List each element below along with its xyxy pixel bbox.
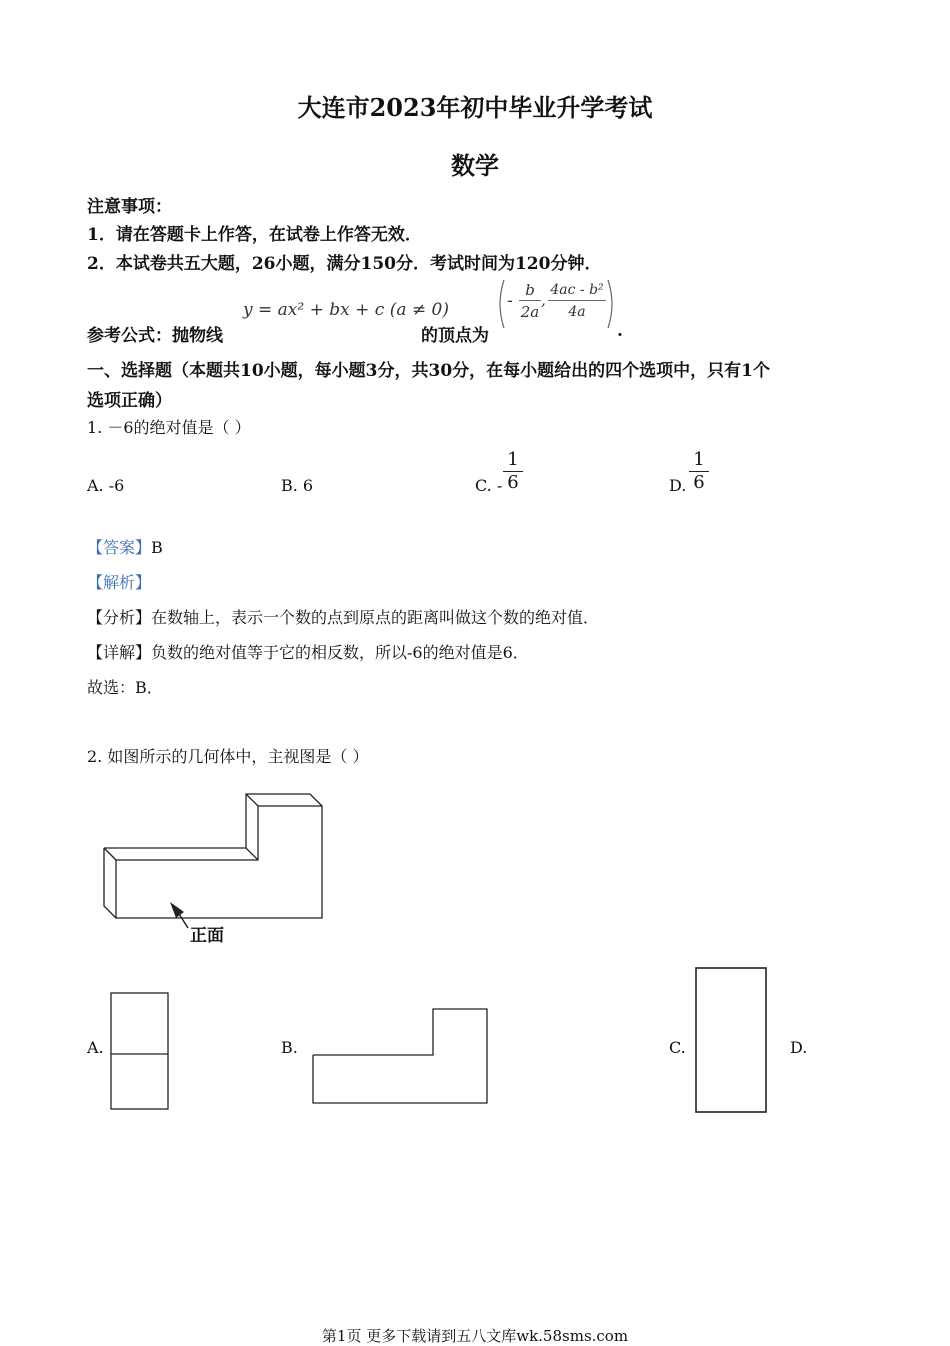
detail-text: 负数的绝对值等于它的相反数，所以-6的绝对值是6． bbox=[151, 643, 529, 662]
q1-option-d: D. bbox=[669, 476, 687, 495]
q1-answer bbox=[87, 535, 163, 558]
vertex-y-fraction bbox=[548, 280, 606, 323]
q2-option-a: A. bbox=[87, 1038, 104, 1057]
q2-option-b: B. bbox=[281, 1038, 298, 1057]
q1-option-b: B. 6 bbox=[281, 476, 314, 495]
subject-title: 数学 bbox=[451, 151, 499, 180]
q2-option-b-figure bbox=[312, 1008, 490, 1106]
q1-option-c: C. - bbox=[475, 476, 503, 495]
vertex-numerator: 4ac - b² bbox=[550, 282, 604, 298]
formula-suffix: . bbox=[617, 321, 623, 341]
page-footer: 第1页 更多下载请到五八文库wk.58sms.com bbox=[321, 1327, 629, 1345]
q1-option-d-num: 1 bbox=[693, 449, 705, 470]
notes-heading: 注意事项： bbox=[87, 197, 172, 217]
front-label: 正面 bbox=[190, 926, 224, 946]
vertex-2a: 2a bbox=[520, 303, 540, 321]
notes-item-2: 2．本试卷共五大题，26小题，满分150分．考试时间为120分钟． bbox=[87, 254, 602, 274]
q2-option-c-figure bbox=[694, 966, 768, 1114]
parabola-formula: y = ax² + bx + c (a ≠ 0) bbox=[243, 300, 449, 320]
vertex-4a: 4a bbox=[568, 304, 586, 320]
q2-option-c: C. bbox=[669, 1038, 686, 1057]
q1-detail bbox=[87, 640, 529, 663]
q1-option-c-den: 6 bbox=[507, 472, 519, 493]
analysis-tag: 【解析】 bbox=[87, 573, 152, 592]
vertex-sign: - bbox=[507, 291, 513, 311]
answer-value: B bbox=[151, 538, 163, 557]
q2-option-a-figure bbox=[110, 992, 170, 1112]
fenxi-tag: 【分析】 bbox=[87, 608, 152, 627]
formula-prefix: 参考公式：抛物线 bbox=[87, 326, 223, 346]
detail-tag: 【详解】 bbox=[87, 643, 152, 662]
page-title: 大连市2023年初中毕业升学考试 bbox=[297, 93, 653, 122]
notes-item-1: 1．请在答题卡上作答，在试卷上作答无效． bbox=[87, 225, 422, 245]
vertex-x-fraction bbox=[519, 280, 541, 323]
q2-stem: 2. 如图所示的几何体中，主视图是（ ） bbox=[87, 747, 369, 766]
q1-option-c-num: 1 bbox=[507, 449, 519, 470]
q2-option-d: D. bbox=[790, 1038, 808, 1057]
section-heading-line1: 一、选择题（本题共10小题，每小题3分，共30分，在每小题给出的四个选项中，只有1个 bbox=[87, 361, 770, 381]
q1-option-c-fraction bbox=[503, 449, 523, 494]
q1-choice: 故选：B． bbox=[87, 678, 163, 697]
section-heading-line2: 选项正确） bbox=[87, 391, 172, 411]
fenxi-text: 在数轴上，表示一个数的点到原点的距离叫做这个数的绝对值． bbox=[151, 608, 600, 627]
q1-option-d-den: 6 bbox=[693, 472, 705, 493]
q1-option-a: A. -6 bbox=[87, 476, 125, 495]
q1-stem: 1. －6的绝对值是（ ） bbox=[87, 418, 251, 437]
vertex-b: b bbox=[525, 281, 535, 299]
formula-middle: 的顶点为 bbox=[421, 326, 489, 346]
q1-option-d-fraction bbox=[689, 449, 709, 494]
q1-fenxi bbox=[87, 605, 599, 628]
answer-tag: 【答案】 bbox=[87, 538, 152, 557]
